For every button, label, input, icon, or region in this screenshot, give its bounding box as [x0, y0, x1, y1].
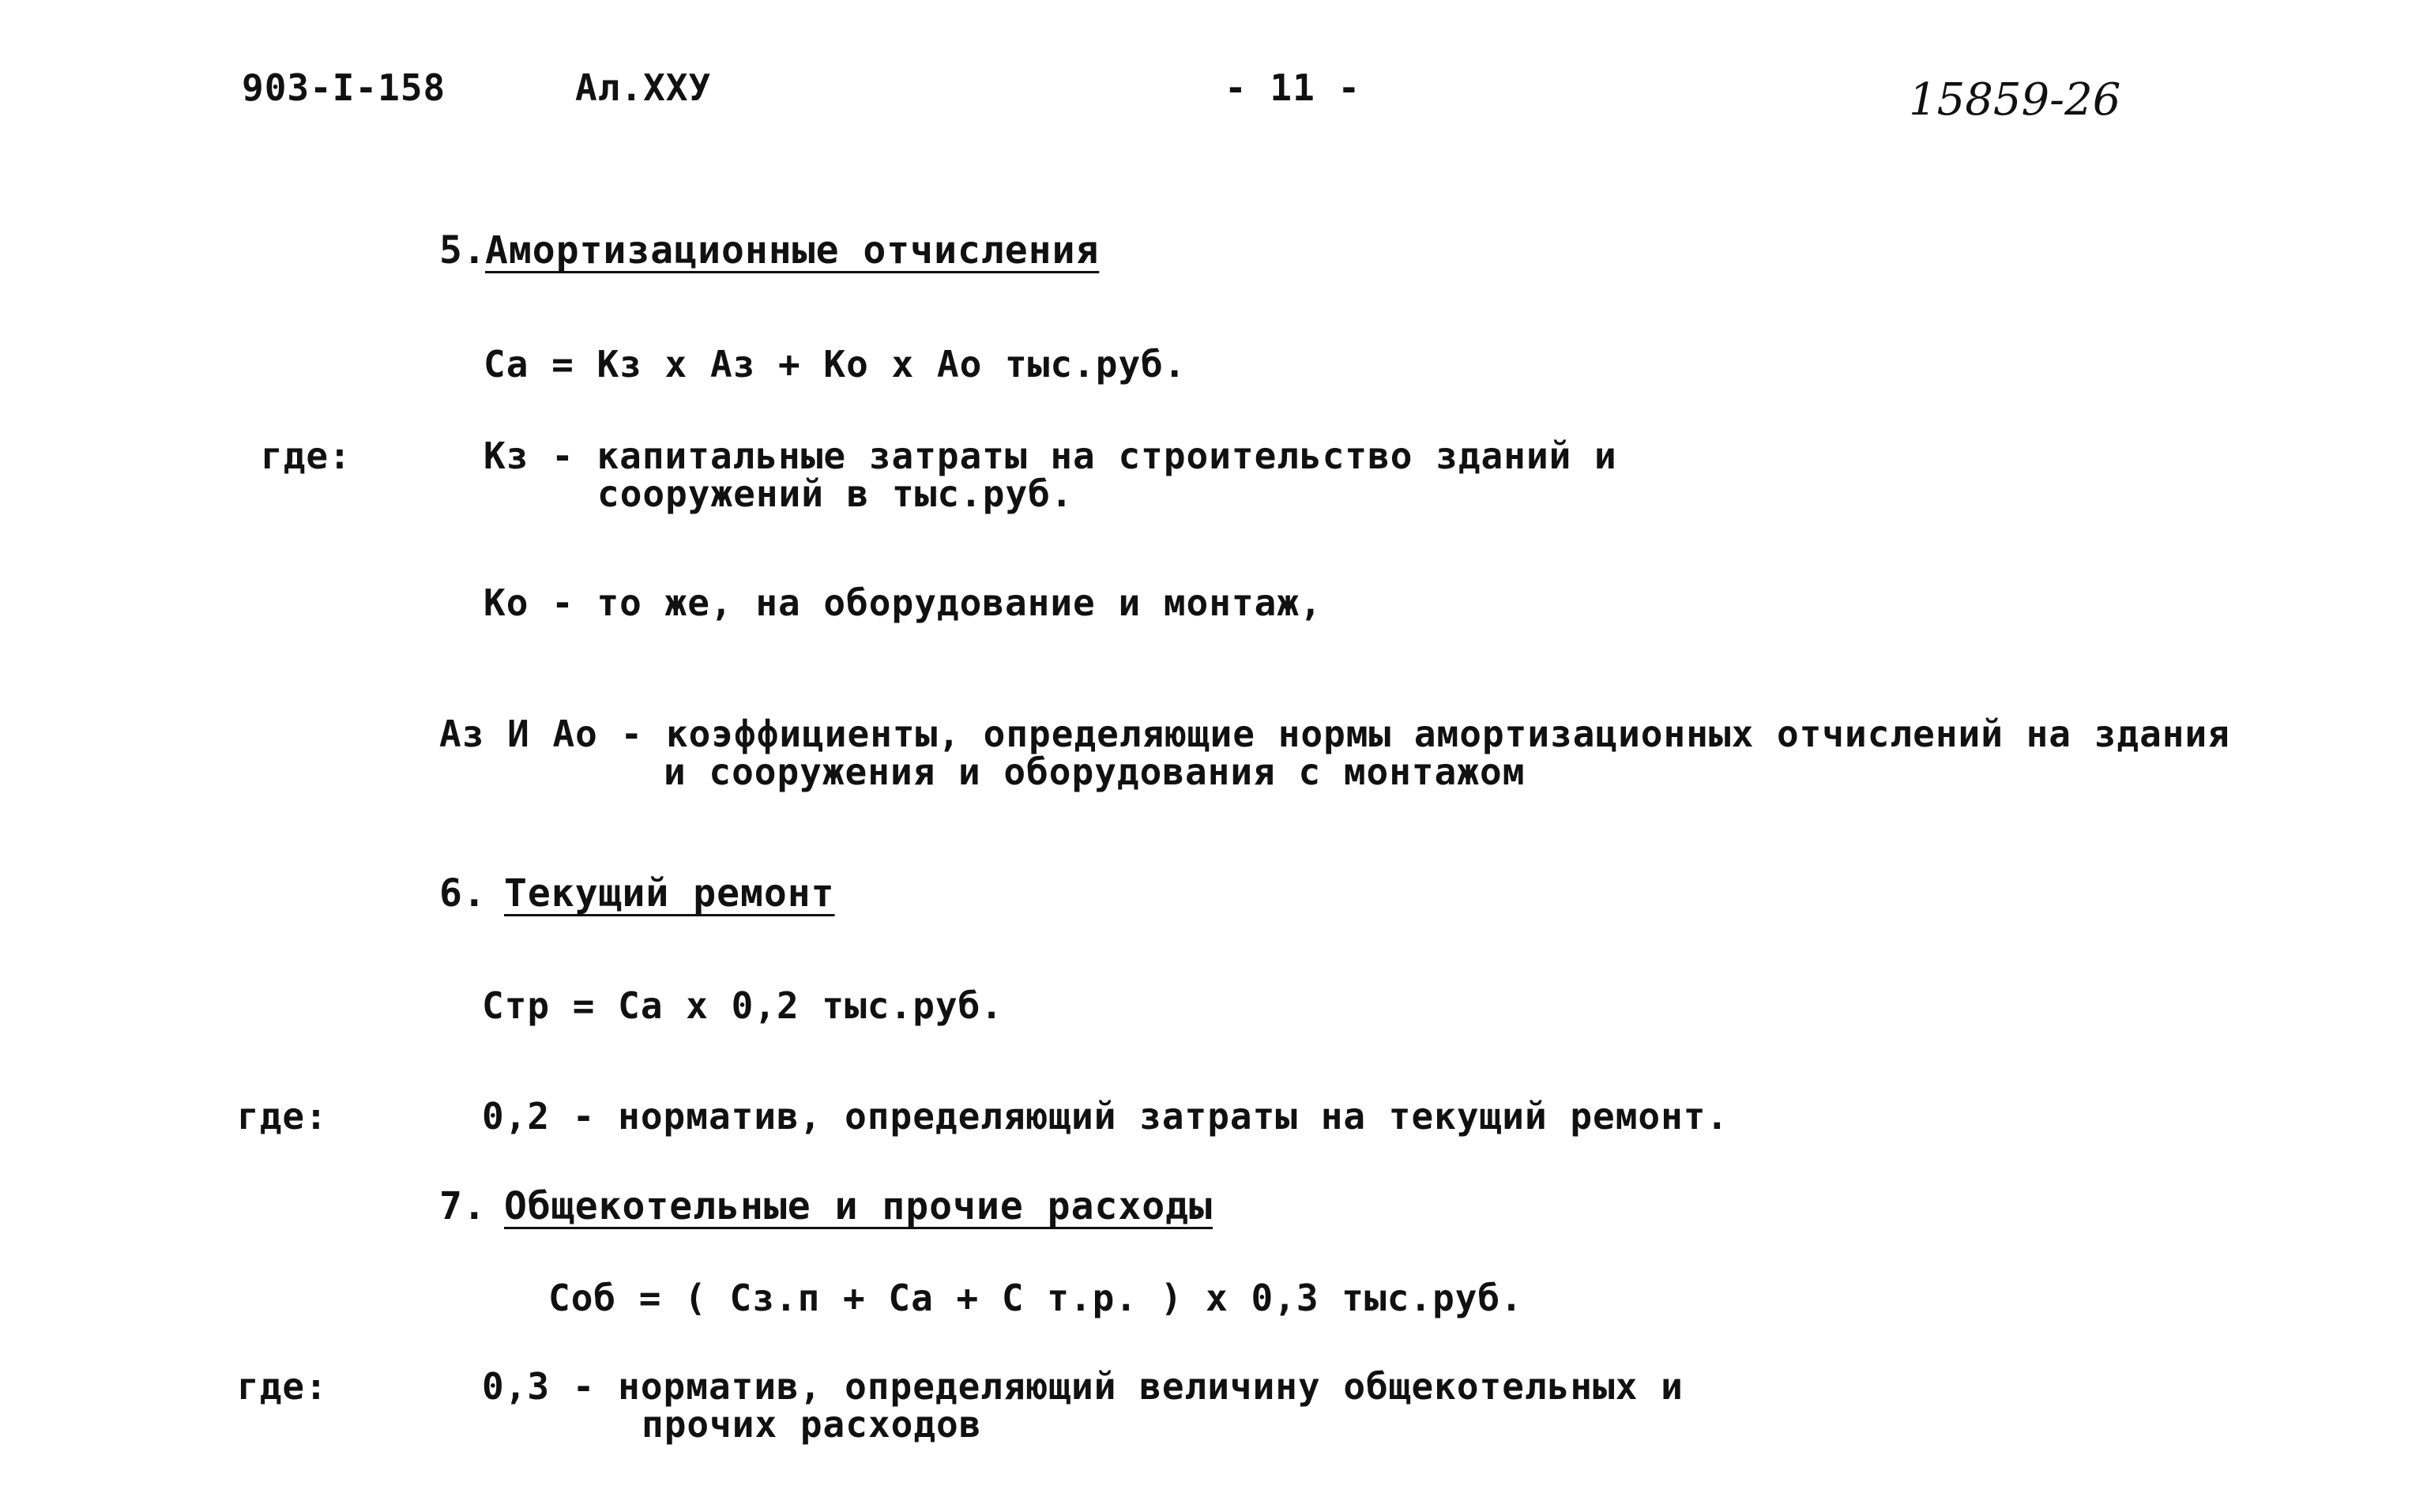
section-7-number: 7.: [439, 1184, 487, 1228]
section-5-number: 5.: [439, 228, 487, 273]
definition-kz-line-1: Кз - капитальные затраты на строительство зданий и: [484, 434, 1617, 477]
section-7-where-label: где:: [237, 1365, 328, 1408]
album-number: Ал.ХХУ: [575, 66, 712, 109]
document-code: 903-I-158: [242, 66, 446, 109]
definition-az-ao-line-1: Аз И Ао - коэффициенты, определяющие нормы амортизационных отчислений на здания: [439, 713, 2230, 755]
definition-ko: Ко - то же, на оборудование и монтаж,: [484, 581, 1323, 624]
section-6-number: 6.: [439, 871, 487, 916]
section-7-title: Общекотельные и прочие расходы: [504, 1184, 1213, 1228]
section-7-formula: Соб = ( Сз.п + Са + С т.р. ) х 0,3 тыс.руб.: [548, 1277, 1523, 1319]
definition-az-ao-line-2: и сооружения и оборудования с монтажом: [664, 750, 1526, 793]
section-5-where-label: где:: [261, 434, 352, 477]
section-6-where-label: где:: [237, 1095, 328, 1138]
section-6-formula: Стр = Са х 0,2 тыс.руб.: [482, 984, 1003, 1027]
definition-kz-line-2: сооружений в тыс.руб.: [597, 472, 1074, 515]
section-7-definition-line-1: 0,3 - норматив, определяющий величину общекотельных и: [482, 1365, 1684, 1408]
section-6-definition: 0,2 - норматив, определяющий затраты на текущий ремонт.: [482, 1095, 1729, 1138]
page-number: - 11 -: [1225, 66, 1361, 109]
sheet-number: 15859-26: [1909, 74, 2121, 126]
section-6-title: Текущий ремонт: [504, 871, 835, 916]
section-5-formula: Са = Кз х Аз + Ко х Ао тыс.руб.: [484, 343, 1187, 386]
section-5-title: Амортизационные отчисления: [485, 228, 1100, 273]
section-7-definition-line-2: прочих расходов: [642, 1403, 982, 1446]
